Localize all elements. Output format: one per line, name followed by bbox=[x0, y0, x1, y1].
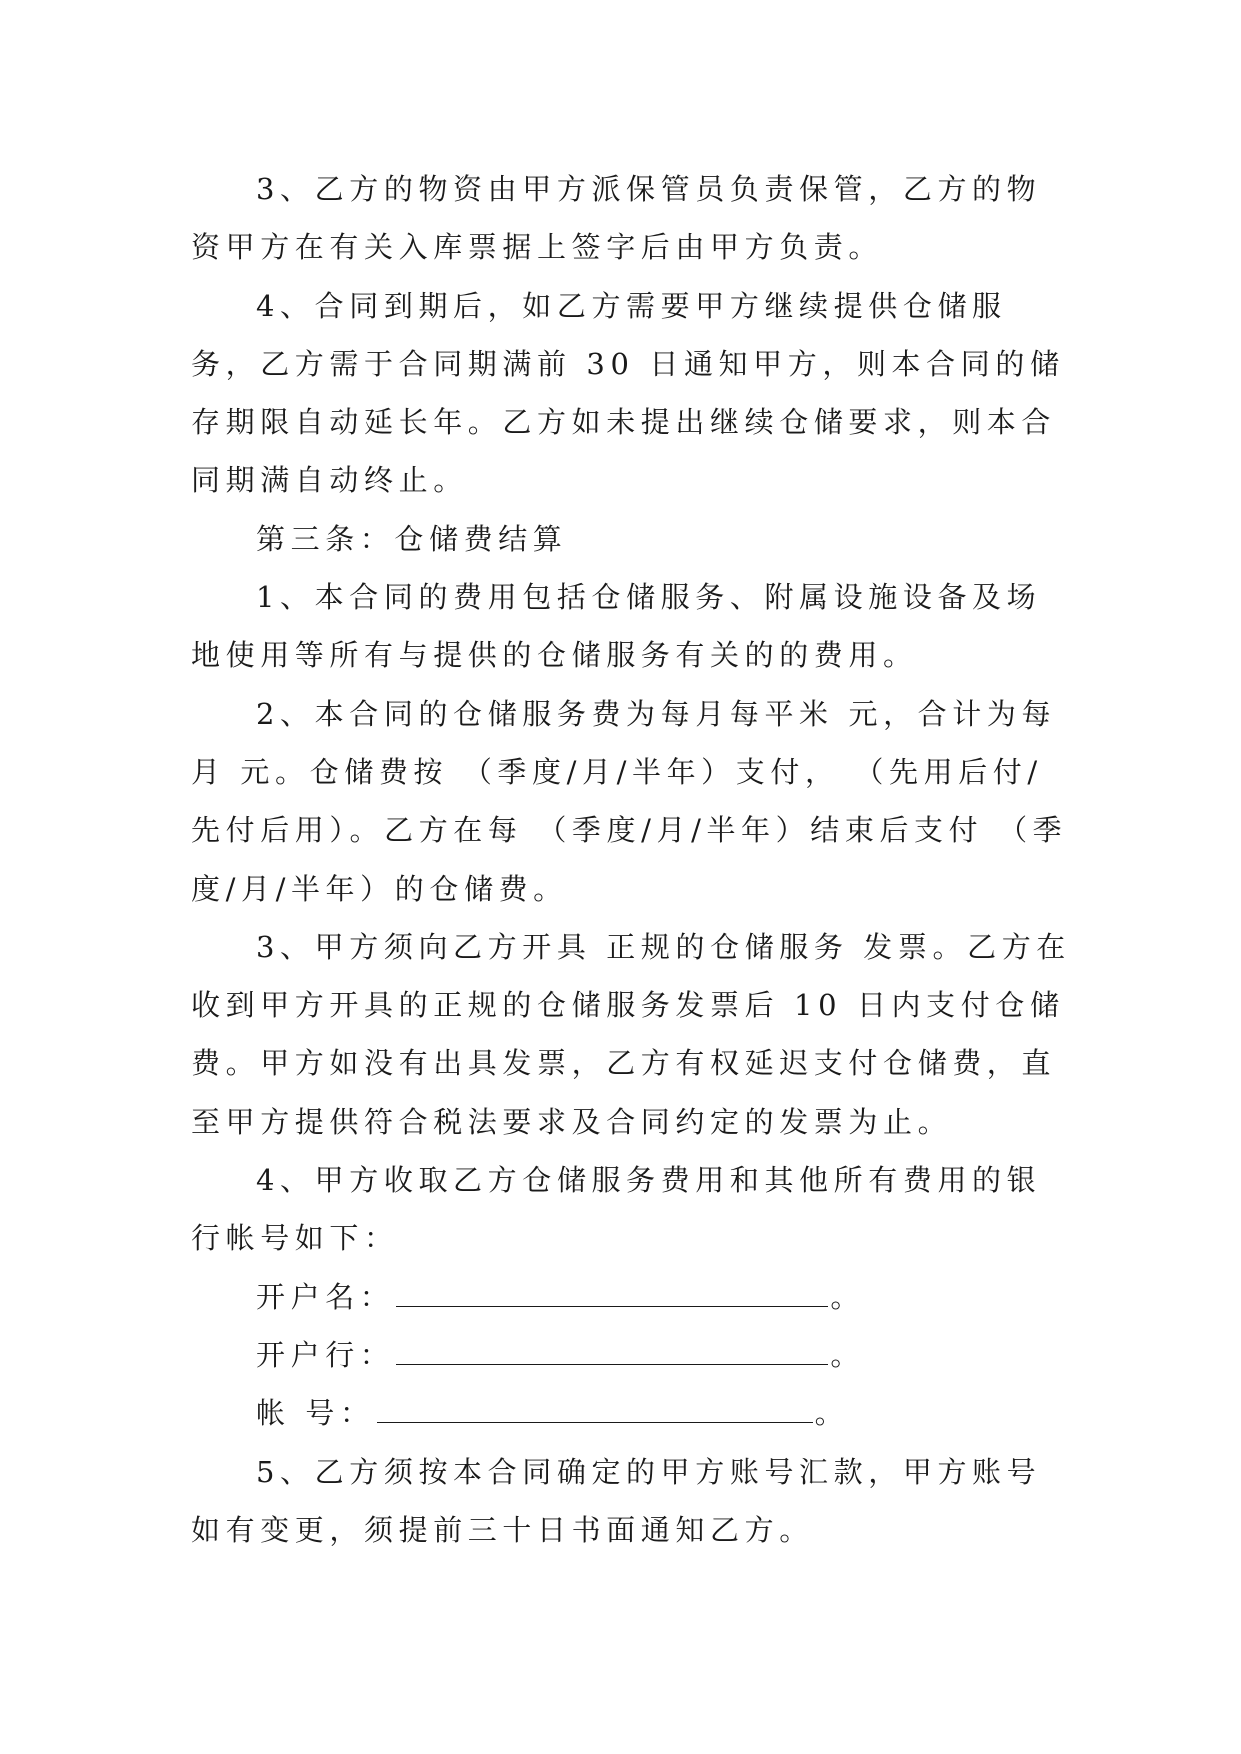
account-number-end-mark: 。 bbox=[814, 1396, 850, 1431]
fee-clause-3-invoice: 3、甲方须向乙方开具 正规的仓储服务 发票。乙方在收到甲方开具的正规的仓储服务发票后 10 日内支付仓储费。甲方如没有出具发票，乙方有权延迟支付仓储费，直至甲方提供符合税法要求及合同约定的发票为止。 bbox=[191, 929, 1071, 1139]
account-name-blank[interactable] bbox=[396, 1282, 828, 1307]
account-name-line bbox=[191, 1268, 1071, 1326]
bank-blank[interactable] bbox=[396, 1340, 828, 1365]
account-name-label: 开户名： bbox=[256, 1279, 395, 1314]
clause-3-storage-custody: 3、乙方的物资由甲方派保管员负责保管，乙方的物资甲方在有关入库票据上签字后由甲方负责。 bbox=[191, 172, 1042, 265]
article-3-heading: 第三条：仓储费结算 bbox=[256, 521, 568, 556]
account-number-label: 帐 号： bbox=[256, 1396, 375, 1431]
fee-clause-1-scope: 1、本合同的费用包括仓储服务、附属设施设备及场地使用等所有与提供的仓储服务有关的的费用。 bbox=[191, 580, 1042, 673]
account-name-end-mark: 。 bbox=[830, 1279, 866, 1314]
account-number-line bbox=[191, 1384, 1071, 1442]
contract-body bbox=[191, 160, 1071, 1559]
bank-label: 开户行： bbox=[256, 1337, 395, 1372]
bank-end-mark: 。 bbox=[830, 1337, 866, 1372]
clause-4-contract-expiry: 4、合同到期后，如乙方需要甲方继续提供仓储服务，乙方需于合同期满前 30 日通知甲方，则本合同的储存期限自动延长年。乙方如未提出继续仓储要求，则本合同期满自动终止。 bbox=[191, 288, 1065, 498]
fee-clause-2-rate: 2、本合同的仓储服务费为每月每平米 元，合计为每月 元。仓储费按 （季度/月/半年）支付， （先用后付/先付后用）。乙方在每 （季度/月/半年）结束后支付 （季度/月/半年）的仓储费。 bbox=[191, 696, 1068, 906]
fee-clause-4-bank-account: 4、甲方收取乙方仓储服务费用和其他所有费用的银行帐号如下： bbox=[191, 1163, 1042, 1256]
account-number-blank[interactable] bbox=[377, 1398, 813, 1423]
bank-line bbox=[191, 1326, 1071, 1384]
fee-clause-5-remittance: 5、乙方须按本合同确定的甲方账号汇款，甲方账号如有变更，须提前三十日书面通知乙方。 bbox=[191, 1454, 1042, 1547]
